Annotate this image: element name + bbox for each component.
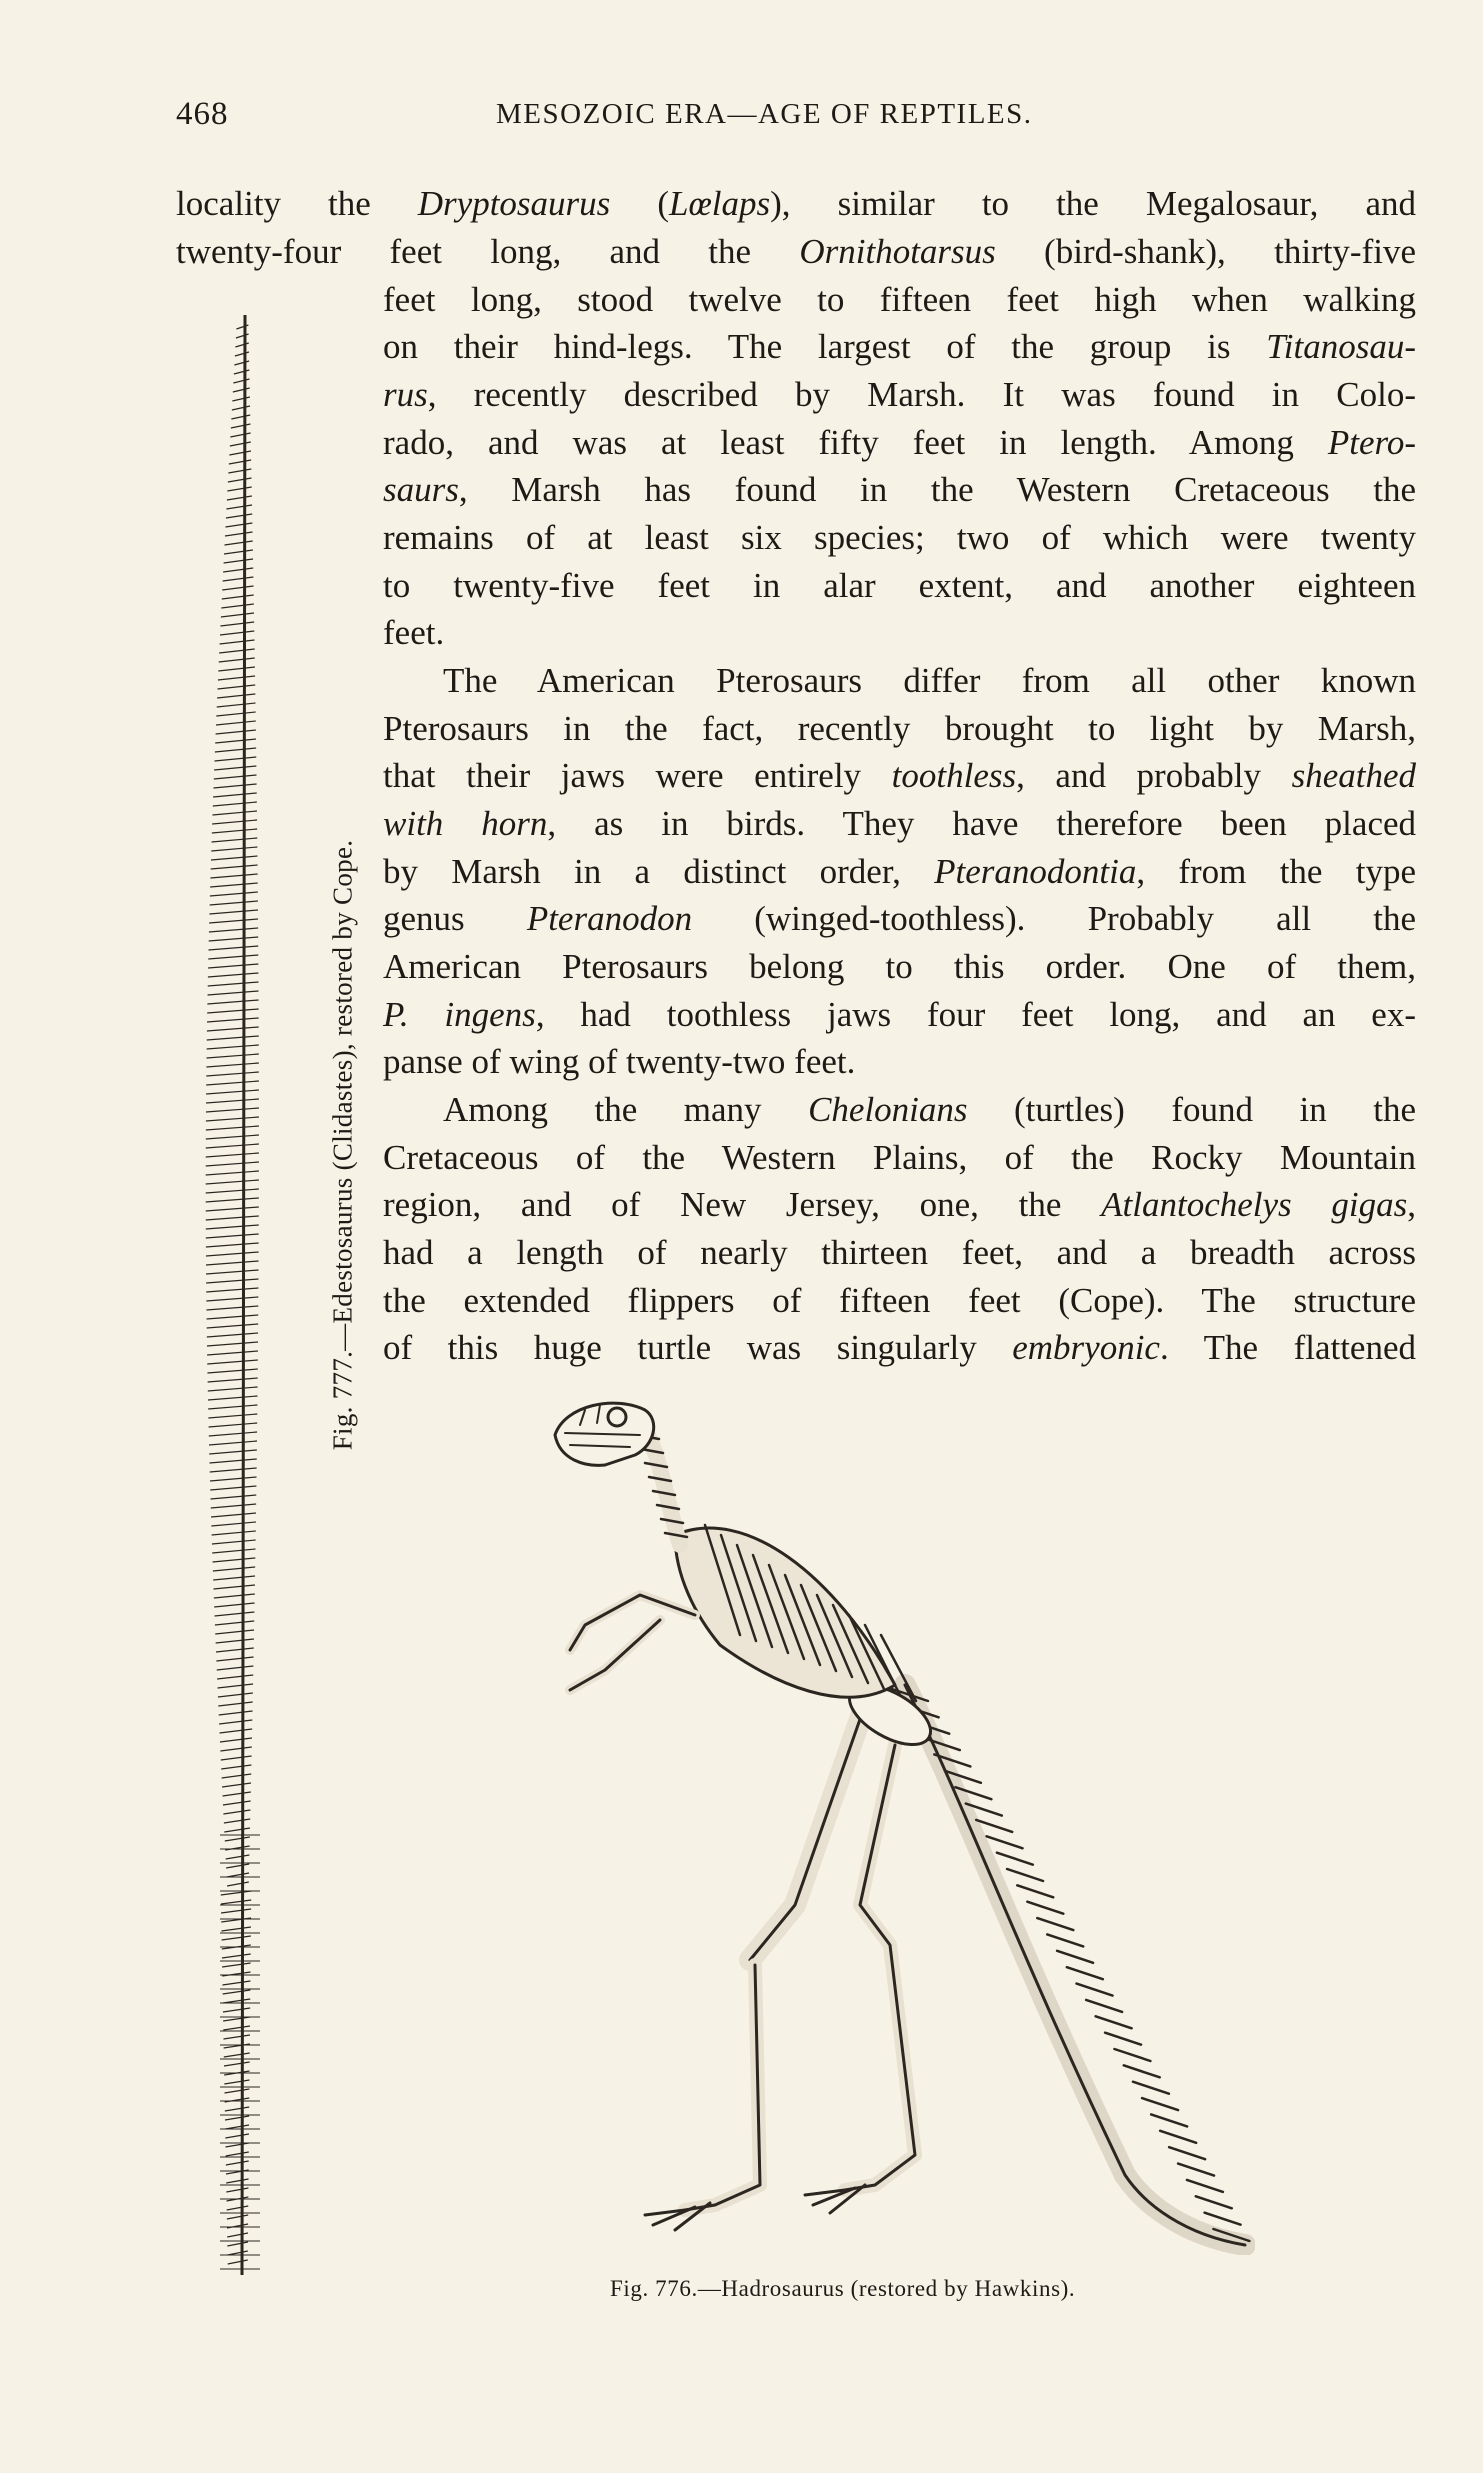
- body-line-23: had a length of nearly thirteen feet, and a breadth across: [383, 1233, 1416, 1272]
- body-line-16: genus Pteranodon (winged-toothless). Probably all the: [383, 899, 1416, 938]
- body-line-11: The American Pterosaurs differ from all other known: [443, 661, 1416, 700]
- running-head: MESOZOIC ERA—AGE OF REPTILES.: [496, 98, 1033, 130]
- body-line-9: to twenty-five feet in alar extent, and another eighteen: [383, 566, 1416, 605]
- body-line-6: rado, and was at least fifty feet in length. Among Ptero-: [383, 423, 1416, 462]
- body-line-21: Cretaceous of the Western Plains, of the Rocky Mountain: [383, 1138, 1416, 1177]
- body-line-13: that their jaws were entirely toothless, and probably sheathed: [383, 756, 1416, 795]
- body-line-12: Pterosaurs in the fact, recently brought to light by Marsh,: [383, 709, 1416, 748]
- fig-777-caption: Fig. 777.—Edestosaurus (Clidastes), restored by Cope.: [327, 839, 358, 1451]
- body-line-25: of this huge turtle was singularly embryonic. The flattened: [383, 1328, 1416, 1367]
- body-line-3: feet long, stood twelve to fifteen feet high when walking: [383, 280, 1416, 319]
- body-line-2: twenty-four feet long, and the Ornithotarsus (bird-shank), thirty-five: [176, 232, 1416, 271]
- body-line-15: by Marsh in a distinct order, Pteranodontia, from the type: [383, 852, 1416, 891]
- body-line-19: panse of wing of twenty-two feet.: [383, 1042, 856, 1081]
- body-line-14: with horn, as in birds. They have therefore been placed: [383, 804, 1417, 843]
- body-line-10: feet.: [383, 613, 445, 652]
- body-line-18: P. ingens, had toothless jaws four feet long, and an ex-: [383, 995, 1416, 1034]
- page-number: 468: [176, 96, 229, 132]
- body-line-7: saurs, Marsh has found in the Western Cretaceous the: [383, 470, 1416, 509]
- body-line-4: on their hind-legs. The largest of the group is Titanosau-: [383, 327, 1416, 366]
- body-line-8: remains of at least six species; two of which were twenty: [383, 518, 1416, 557]
- body-line-20: Among the many Chelonians (turtles) found in the: [443, 1090, 1416, 1129]
- page-header: [176, 96, 1416, 142]
- body-line-1: locality the Dryptosaurus (Lœlaps), similar to the Megalosaur, and: [176, 184, 1416, 223]
- body-line-5: rus, recently described by Marsh. It was found in Colo-: [383, 375, 1416, 414]
- edestosaurus-skeleton-drawing: [190, 315, 290, 2275]
- edestosaurus-skeleton-illustration: [190, 315, 290, 2275]
- body-line-22: region, and of New Jersey, one, the Atlantochelys gigas,: [383, 1185, 1416, 1224]
- body-line-24: the extended flippers of fifteen feet (Cope). The structure: [383, 1281, 1416, 1320]
- fig-776-caption: Fig. 776.—Hadrosaurus (restored by Hawkins).: [610, 2276, 1076, 2301]
- hadrosaurus-skeleton-illustration: [545, 1385, 1255, 2255]
- hadrosaurus-skeleton-drawing: [545, 1385, 1255, 2255]
- body-line-17: American Pterosaurs belong to this order. One of them,: [383, 947, 1416, 986]
